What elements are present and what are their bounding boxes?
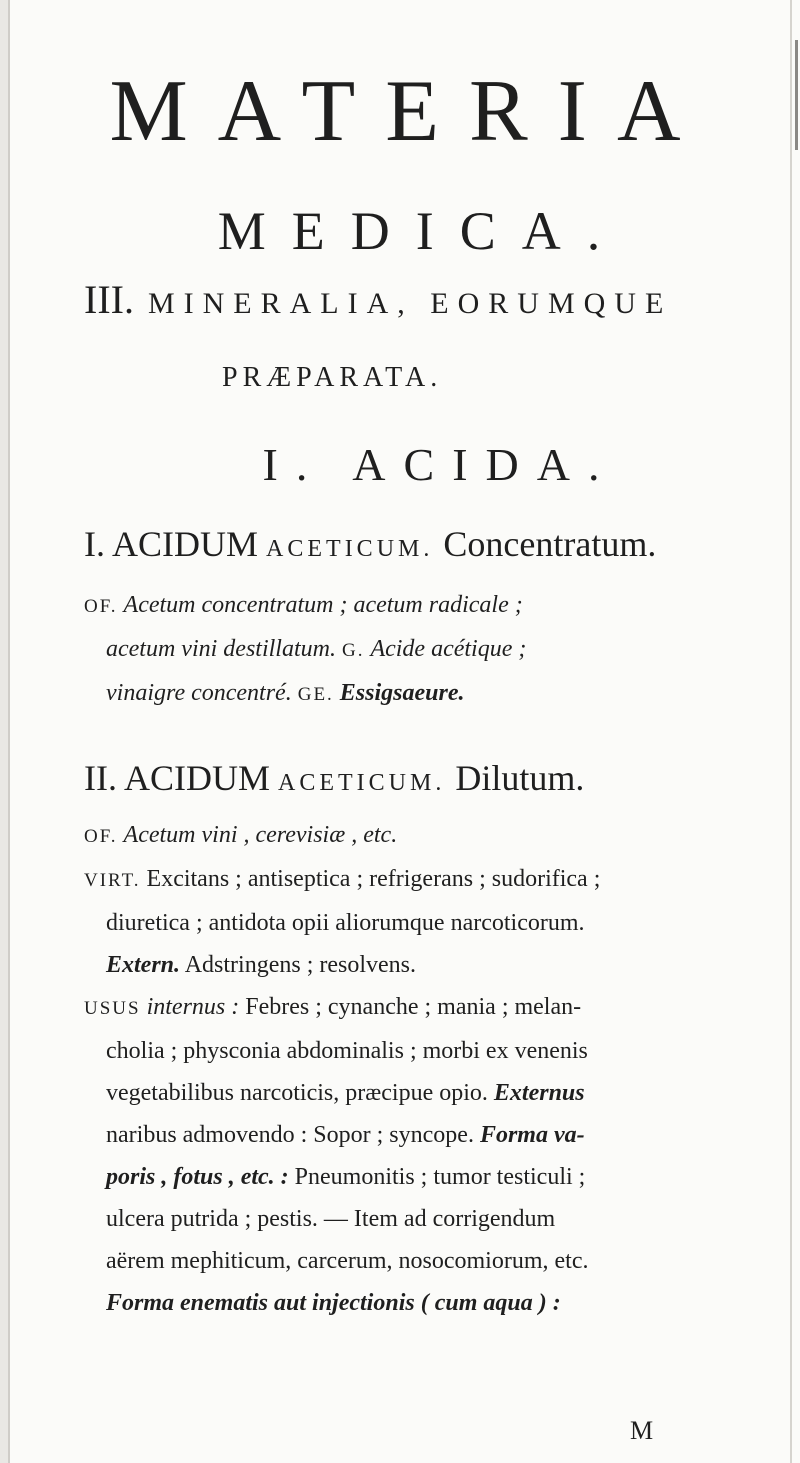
- catchword: M: [630, 1416, 654, 1445]
- entry2-usus-line6: ulcera putrida ; pestis. — Item ad corrigendum: [106, 1206, 556, 1232]
- ge-label: GE.: [297, 684, 334, 705]
- g-label: G.: [341, 640, 365, 661]
- entry1-variant: Concentratum.: [443, 524, 657, 564]
- entry1-line3: [84, 672, 774, 716]
- entry2-of-text: Acetum vini , cerevisiæ , etc.: [123, 822, 398, 848]
- entry2-usus-text-3: vegetabilibus narcoticis, præcipue opio.: [106, 1080, 488, 1106]
- entry2-virt-text-1: Excitans ; antiseptica ; refrigerans ; sudorifica ;: [146, 866, 601, 892]
- externus-label: Externus: [493, 1080, 585, 1106]
- entry2-variant: Dilutum.: [455, 758, 585, 798]
- entry2-heading: [84, 760, 584, 796]
- entry1-ge-text: Essigsaeure.: [339, 680, 465, 706]
- entry1-of-text-1: Acetum concentratum ; acetum radicale ;: [123, 592, 523, 618]
- entry2-extern-line: [84, 944, 774, 986]
- forma-label-2: poris , fotus , etc. :: [106, 1164, 289, 1190]
- entry2-usus-text-4: naribus admovendo : Sopor ; syncope.: [106, 1122, 474, 1148]
- usus-label: USUS: [84, 998, 141, 1019]
- entry1-heading: [84, 526, 656, 562]
- entry2-number: II.: [84, 758, 117, 798]
- entry2-usus-line5: [84, 1156, 774, 1198]
- section-title-b: PRÆPARATA.: [222, 362, 443, 393]
- entry2-usus-text-5: Pneumonitis ; tumor testiculi ;: [294, 1164, 586, 1190]
- forma-label-1: Forma va-: [479, 1122, 585, 1148]
- of-label: OF.: [84, 596, 118, 617]
- entry2-of-line: [84, 814, 774, 858]
- entry2-usus-line2: cholia ; physconia abdominalis ; morbi ex venenis: [106, 1038, 588, 1064]
- entry2-virt-line1: [84, 858, 774, 902]
- entry2-usus-line1: [84, 986, 774, 1030]
- entry2-forma-2: Forma enematis aut injectionis ( cum aqua ) :: [106, 1290, 561, 1316]
- entry1-g-text: Acide acétique ;: [370, 636, 527, 662]
- page-title-line1: MATERIA: [109, 63, 711, 160]
- entry1-qualifier: ACETICUM.: [266, 536, 434, 562]
- entry2-extern-text: Adstringens ; resolvens.: [184, 952, 417, 978]
- entry2-usus-text-1: Febres ; cynanche ; mania ; melan-: [245, 994, 582, 1020]
- section-heading: [84, 277, 673, 322]
- entry2-usus-line7: aërem mephiticum, carcerum, nosocomiorum, etc.: [106, 1248, 589, 1274]
- page-title-line2: MEDICA.: [217, 201, 627, 261]
- extern-label: Extern.: [106, 952, 181, 978]
- section-number: III.: [84, 277, 134, 322]
- entry2-name: ACIDUM: [124, 758, 271, 798]
- entry1-g-text-2: vinaigre concentré.: [106, 680, 292, 706]
- internus-label: internus :: [146, 994, 240, 1020]
- section-title-a: MINERALIA, EORUMQUE: [147, 287, 673, 320]
- entry1-name: ACIDUM: [112, 524, 259, 564]
- subsection-heading: I. ACIDA.: [262, 439, 618, 490]
- entry2-qualifier: ACETICUM.: [278, 770, 446, 796]
- entry2-usus-line4: [84, 1114, 774, 1156]
- entry1-line2: [84, 628, 774, 672]
- virt-label: VIRT.: [84, 870, 141, 891]
- entry2-body: [84, 814, 774, 1324]
- entry2-usus-line3: [84, 1072, 774, 1114]
- entry1-line1: [84, 584, 774, 628]
- entry1-synonyms: [84, 584, 774, 716]
- entry2-virt-line2: diuretica ; antidota opii aliorumque narcoticorum.: [106, 910, 585, 936]
- entry1-of-text-2: acetum vini destillatum.: [106, 636, 336, 662]
- entry1-number: I.: [84, 524, 105, 564]
- of-label: OF.: [84, 826, 118, 847]
